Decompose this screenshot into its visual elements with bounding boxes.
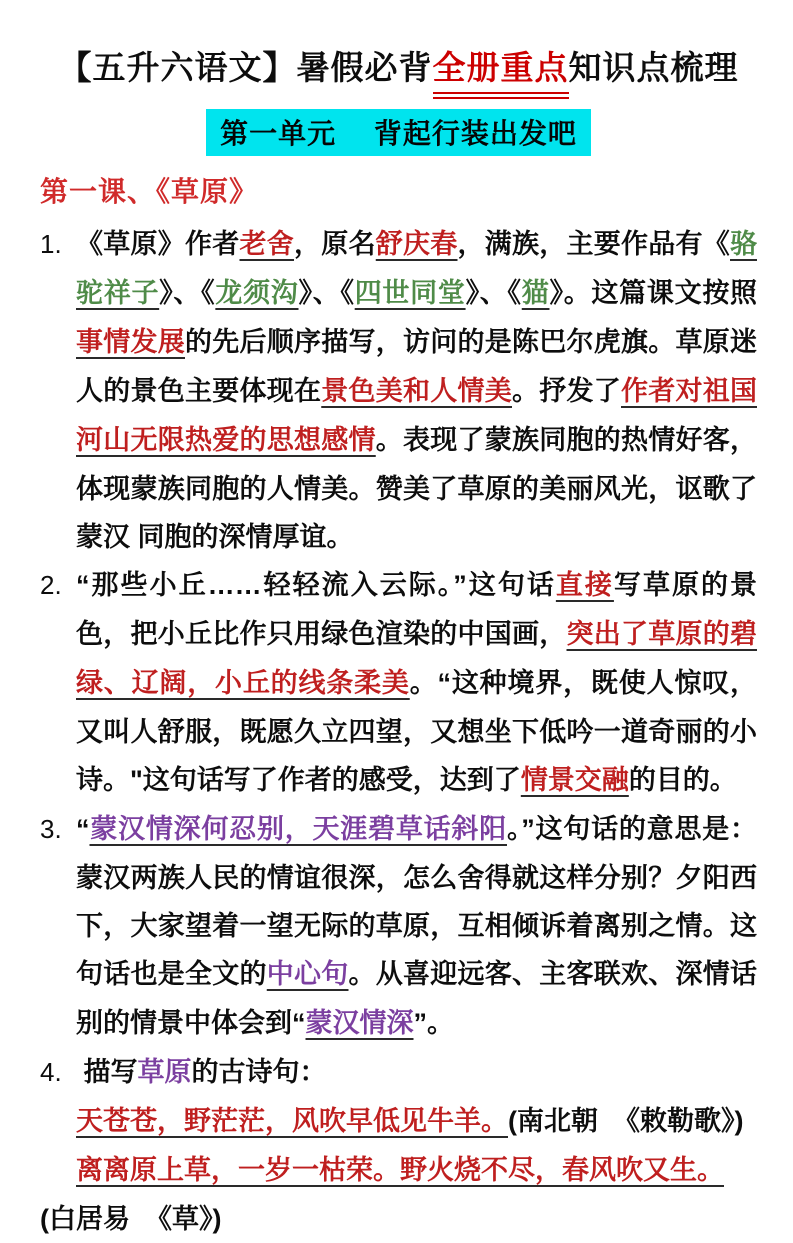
text-run: 龙须沟: [215, 277, 299, 309]
text-run: 中心句: [266, 958, 349, 990]
page-title-pre: 【五升六语文】暑假必背: [58, 49, 433, 86]
text-run: (南北朝 《敕勒歌》): [508, 1105, 744, 1136]
text-run: 。抒发了: [512, 375, 621, 406]
page-title: [40, 46, 757, 99]
lesson-heading: 第一课、《草原》: [40, 175, 259, 207]
text-run: ，满族，主要作品有《: [457, 228, 730, 259]
text-run: 描写: [76, 1056, 138, 1087]
text-run: 突出了草原的碧绿、辽阔，小丘的线条柔美: [76, 618, 757, 699]
text-run: 骆驼祥子: [76, 228, 757, 309]
text-run: 直接: [555, 569, 614, 601]
text-run: 。“这种境界，既使人惊叹，又叫人舒服，既愿久立四望，又想坐下低吟一道奇丽的小诗。"这句话写了作者的感受，达到了: [76, 667, 757, 795]
text-run: 情景交融: [520, 764, 629, 796]
text-run: 》、《: [465, 277, 522, 308]
text-run: 猫: [521, 277, 550, 309]
text-run: 》。这篇课文按照: [549, 277, 758, 308]
item-body: [40, 1048, 757, 1243]
text-run: 》、《: [159, 277, 216, 308]
item-body: [76, 220, 757, 561]
text-run: 《草原》作者: [76, 228, 240, 259]
item-body: [76, 805, 757, 1048]
list-item: [40, 561, 757, 805]
unit-subtitle: 第一单元 背起行装出发吧: [206, 109, 591, 156]
list-item: [40, 220, 757, 561]
text-run: 天苍苍，野茫茫，风吹早低见牛羊。: [76, 1105, 508, 1137]
page-title-post: 知识点梳理: [568, 49, 739, 86]
text-run: ，原名: [294, 228, 376, 259]
text-run: 老舍: [239, 228, 294, 260]
text-run: 舒庆春: [375, 228, 458, 260]
list-item: [40, 805, 757, 1048]
text-run: 草原: [137, 1056, 192, 1088]
text-run: 离离原上草，一岁一枯荣。野火烧不尽，春风吹又生。: [76, 1154, 724, 1186]
text-run: 。”这句话的意思是：蒙汉两族人民的情谊很深，怎么舍得就这样分别？夕阳西下，大家望着一望无际的草原，互相倾诉着离别之情。这句话也是全文的: [76, 813, 758, 989]
item-number: 4.: [40, 1056, 62, 1087]
text-run: 的目的。: [628, 764, 737, 795]
text-run: 写草原的景色，把小丘比作只用绿色渲染的中国画，: [76, 569, 758, 649]
text-run: 的古诗句：: [191, 1056, 327, 1087]
text-run: 作者对祖国河山无限热爱的思想感情: [76, 375, 757, 456]
text-run: 。从喜迎远客、主客联欢、深情话别的情景中体会到“: [76, 958, 757, 1038]
item-body: [76, 561, 757, 805]
text-run: (白居易 《草》): [40, 1203, 222, 1234]
text-run: 景色美和人情美: [321, 375, 512, 407]
unit-subtitle-wrap: [40, 109, 757, 156]
text-run: ”。: [413, 1007, 454, 1038]
item-number: 3.: [40, 813, 62, 844]
text-run: 四世同堂: [354, 277, 466, 309]
text-run: “那些小丘……轻轻流入云际。”这句话: [76, 569, 556, 600]
text-run: 事情发展: [76, 326, 185, 358]
text-run: “: [76, 813, 90, 844]
text-run: 蒙汉情深: [305, 1007, 414, 1039]
text-run: 蒙汉情深何忍别，天涯碧草话斜阳: [89, 813, 507, 845]
text-run: 的先后顺序描写，访问的是陈巴尔虎旗。草原迷人的景色主要体现在: [76, 326, 757, 406]
page-title-highlight: 全册重点: [433, 46, 569, 99]
item-number: 2.: [40, 569, 62, 600]
text-run: 》、《: [298, 277, 355, 308]
item-number: 1.: [40, 228, 62, 259]
study-list: [40, 220, 757, 1243]
list-item: [40, 1048, 757, 1243]
text-run: 。表现了蒙族同胞的热情好客，体现蒙族同胞的人情美。赞美了草原的美丽风光，讴歌了蒙汉 同胞的深情厚谊。: [76, 424, 757, 552]
